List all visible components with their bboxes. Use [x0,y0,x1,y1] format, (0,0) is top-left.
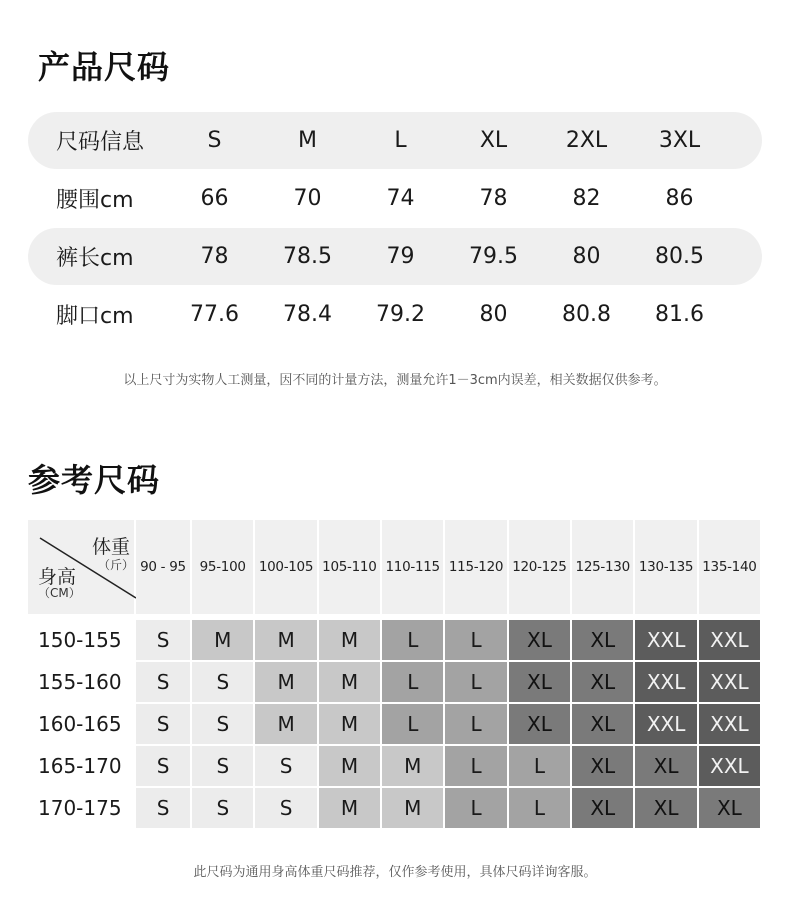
weight-range-header: 110-115 [382,520,443,614]
size-cell: L [445,620,506,660]
size-cell: S [136,704,190,744]
size-cell: S [255,746,316,786]
hem-label: 脚口cm [56,304,134,329]
size-cell: S [192,704,253,744]
size-cell: M [382,746,443,786]
product-size-header-row [28,112,762,169]
size-cell: XL [572,746,633,786]
reference-size-grid [28,520,760,828]
height-row [28,662,760,702]
weight-header-row [28,520,760,614]
size-cell: M [319,704,380,744]
size-cell: S [192,662,253,702]
length-row [28,228,762,285]
hem-value: 77.6 [190,302,239,327]
size-header-cell: L [394,128,407,153]
size-cell: XXL [699,662,760,702]
size-cell: M [192,620,253,660]
size-cell: L [445,746,506,786]
weight-range-header: 130-135 [635,520,696,614]
weight-range-header: 90 - 95 [136,520,190,614]
height-row [28,746,760,786]
weight-range-header: 135-140 [699,520,760,614]
length-value: 78.5 [283,244,332,269]
size-cell: L [509,788,570,828]
size-cell: XL [635,788,696,828]
height-row [28,788,760,828]
weight-unit: （斤） [98,558,135,572]
size-cell: XL [635,746,696,786]
weight-range-header: 100-105 [255,520,316,614]
size-info-label: 尺码信息 [56,130,145,155]
size-cell: XL [509,620,570,660]
length-value: 80 [572,244,601,269]
measurement-note: 以上尺寸为实物人工测量，因不同的计量方法，测量允许1－3cm内误差，相关数据仅供参考。 [123,373,667,388]
height-label: 身高 [38,566,77,588]
size-cell: L [445,788,506,828]
hem-value: 80.8 [562,302,611,327]
size-cell: S [136,662,190,702]
waist-row [28,170,762,227]
length-value: 78 [200,244,229,269]
size-cell: S [136,620,190,660]
weight-range-header: 105-110 [319,520,380,614]
size-cell: S [255,788,316,828]
size-header-cell: S [207,128,222,153]
corner-header [28,520,134,614]
waist-value: 86 [665,186,694,211]
hem-row [28,286,762,343]
size-cell: M [319,662,380,702]
size-cell: XL [572,662,633,702]
reference-size-title: 参考尺码 [28,461,161,499]
size-cell: XXL [635,662,696,702]
size-cell: M [319,746,380,786]
length-value: 79 [386,244,415,269]
product-size-title: 产品尺码 [38,48,171,86]
product-size-table [28,112,762,344]
waist-value: 78 [479,186,508,211]
weight-range-header: 125-130 [572,520,633,614]
size-cell: M [382,788,443,828]
size-cell: M [319,788,380,828]
waist-value: 74 [386,186,415,211]
height-row [28,620,760,660]
waist-value: 82 [572,186,601,211]
size-cell: XL [572,704,633,744]
size-cell: XL [572,788,633,828]
size-cell: XXL [635,620,696,660]
size-cell: XL [509,662,570,702]
size-cell: M [255,620,316,660]
size-cell: XL [572,620,633,660]
waist-label: 腰围cm [56,188,134,213]
height-row [28,704,760,744]
reference-size-body [28,620,760,828]
length-label: 裤长cm [56,246,134,271]
size-cell: XXL [699,746,760,786]
size-header-cell: M [298,128,317,153]
weight-range-header: 120-125 [509,520,570,614]
hem-value: 80 [479,302,508,327]
size-cell: L [445,662,506,702]
length-value: 80.5 [655,244,704,269]
hem-value: 78.4 [283,302,332,327]
size-header-cell: XL [479,128,508,153]
size-cell: S [192,788,253,828]
height-range-label: 170-175 [28,788,134,828]
size-cell: M [255,704,316,744]
size-cell: XL [509,704,570,744]
size-cell: L [382,620,443,660]
size-header-cell: 2XL [565,128,608,153]
height-range-label: 165-170 [28,746,134,786]
hem-value: 79.2 [376,302,425,327]
size-cell: XL [699,788,760,828]
weight-range-header: 115-120 [445,520,506,614]
size-cell: S [136,788,190,828]
size-cell: L [445,704,506,744]
height-range-label: 160-165 [28,704,134,744]
weight-label: 体重 [92,536,131,558]
hem-value: 81.6 [655,302,704,327]
height-range-label: 150-155 [28,620,134,660]
waist-value: 70 [293,186,322,211]
waist-value: 66 [200,186,229,211]
height-range-label: 155-160 [28,662,134,702]
size-header-cell: 3XL [658,128,701,153]
size-cell: S [136,746,190,786]
size-cell: XXL [699,704,760,744]
size-cell: M [319,620,380,660]
size-cell: L [509,746,570,786]
recommendation-note: 此尺码为通用身高体重尺码推荐，仅作参考使用，具体尺码详询客服。 [193,865,597,880]
size-cell: L [382,662,443,702]
weight-range-header: 95-100 [192,520,253,614]
size-cell: S [192,746,253,786]
size-cell: M [255,662,316,702]
size-cell: XXL [635,704,696,744]
size-cell: XXL [699,620,760,660]
size-cell: L [382,704,443,744]
height-unit: （CM） [38,586,81,600]
length-value: 79.5 [469,244,518,269]
